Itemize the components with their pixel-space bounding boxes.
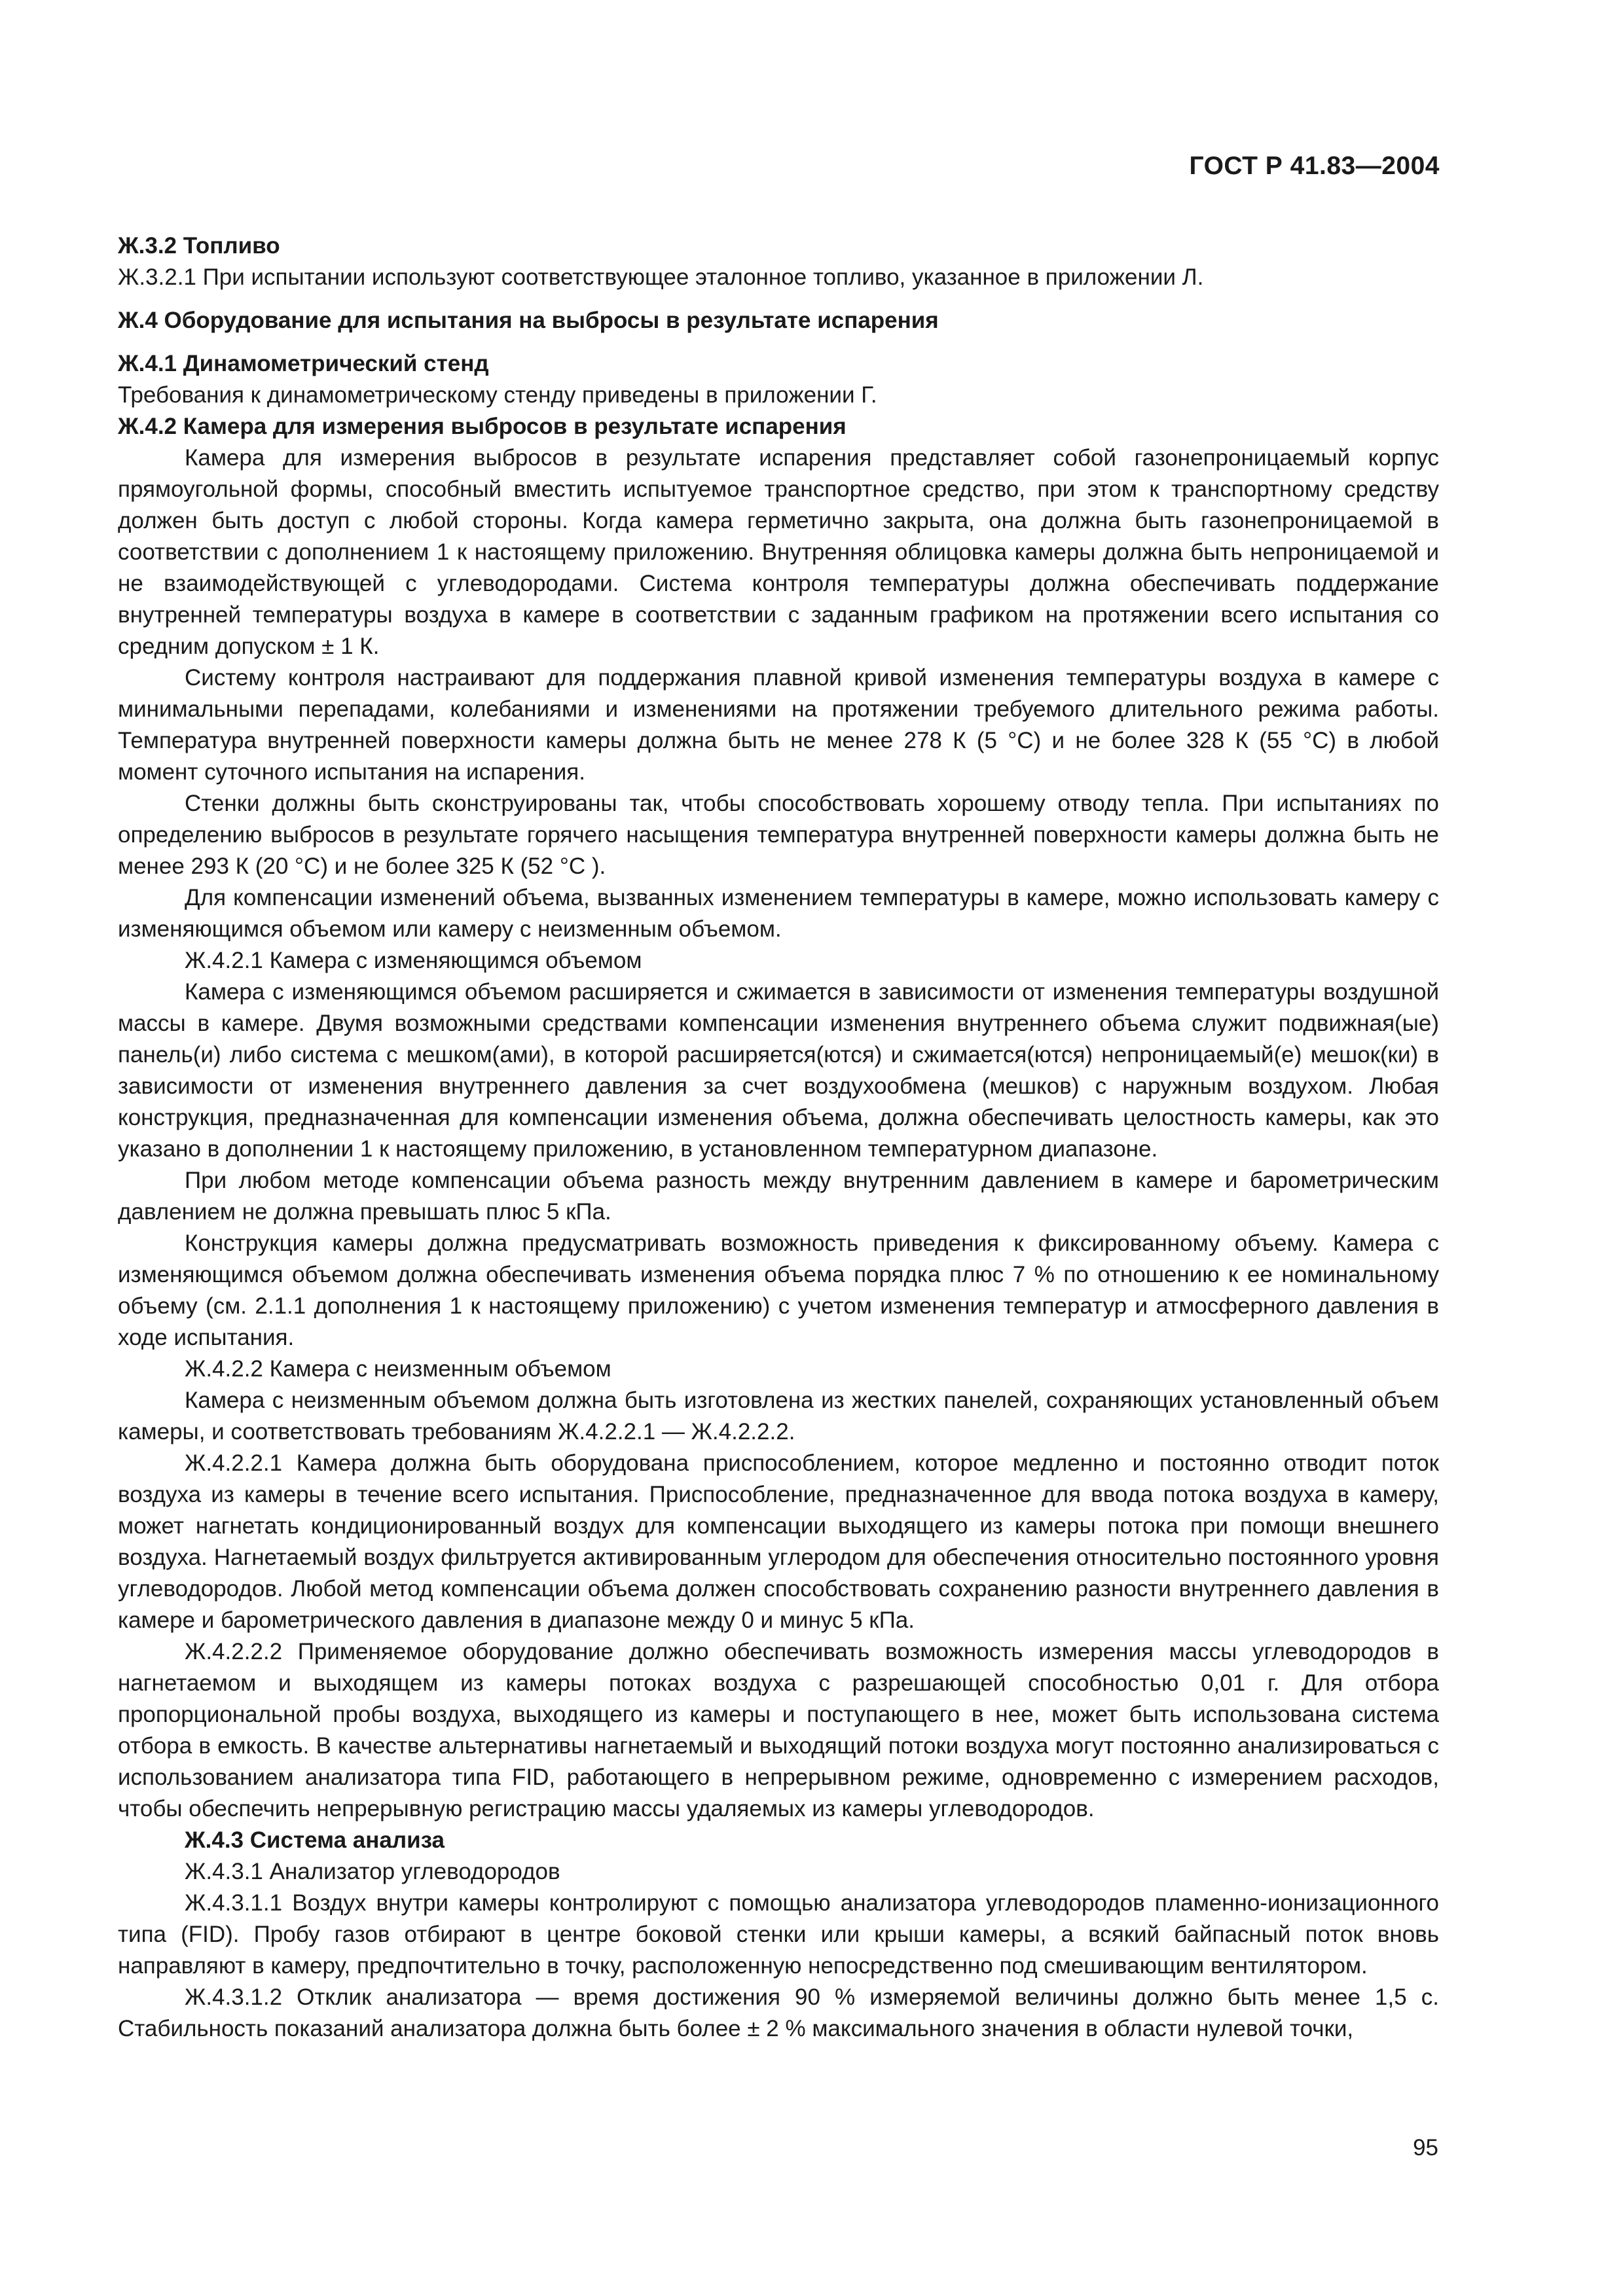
paragraph-zh-4-2-2-1: Ж.4.2.2.1 Камера должна быть оборудована приспособлением, которое медленно и постоянно отводит поток воздуха из камеры в течение всего испытания. Приспособление, предназначенное для ввода потока воздуха в камеру, может нагнетать кондиционированный воздух для компенсации выходящего из камеры потока при помощи внешнего воздуха. Нагнетаемый воздух фильтруется активированным углеродом для обеспечения относительно постоянного уровня углеводородов. Любой метод компенсации объема должен способствовать сохранению разности внутреннего давления в камере и барометрического давления в диапазоне между 0 и минус 5 кПа. [118,1450,1439,1633]
paragraph-volume-compensation: Для компенсации изменений объема, вызванных изменением температуры в камере, можно использовать камеру с изменяющимся объемом или камеру с неизменным объемом. [118,885,1439,942]
subsection-heading-zh-4-2-2: Ж.4.2.2 Камера с неизменным объемом [185,1356,611,1382]
paragraph-zh-4-2-2-2: Ж.4.2.2.2 Применяемое оборудование должно обеспечивать возможность измерения массы углеводородов в нагнетаемом и выходящем из камеры потоках воздуха с разрешающей способностью 0,01 г. Для отбора пропорциональной пробы воздуха, выходящего из камеры и поступающего в нее, может быть использована система отбора в емкость. В качестве альтернативы нагнетаемый и выходящий потоки воздуха могут постоянно анализироваться с использованием анализатора типа FID, работающего в непрерывном режиме, одновременно с измерением расходов, чтобы обеспечить непрерывную регистрацию массы удаляемых из камеры углеводородов. [118,1639,1439,1821]
subsection-heading-zh-4-2-1: Ж.4.2.1 Камера с изменяющимся объемом [185,948,642,973]
paragraph-chamber-description: Камера для измерения выбросов в результате испарения представляет собой газонепроницаемый корпус прямоугольной формы, способный вместить испытуемое транспортное средство, при этом к транспортному средству должен быть доступ с любой стороны. Когда камера герметично закрыта, она должна быть газонепроницаемой в соответствии с дополнением 1 к настоящему приложению. Внутренняя облицовка камеры должна быть непроницаемой и не взаимодействующей с углеводородами. Система контроля температуры должна обеспечивать поддержание внутренней температуры воздуха в камере в соответствии с заданным графиком на протяжении всего испытания со средним допуском ± 1 К. [118,445,1439,659]
paragraph-zh-3-2-1: Ж.3.2.1 При испытании используют соответствующее эталонное топливо, указанное в приложении Л. [118,264,1204,290]
paragraph-dynamometer: Требования к динамометрическому стенду приведены в приложении Г. [118,382,877,408]
section-heading-zh-3-2: Ж.3.2 Топливо [118,233,280,259]
paragraph-fixed-volume: Камера с неизменным объемом должна быть изготовлена из жестких панелей, сохраняющих установленный объем камеры, и соответствовать требованиям Ж.4.2.2.1 — Ж.4.2.2.2. [118,1388,1439,1444]
paragraph-fixed-volume-design: Конструкция камеры должна предусматривать возможность приведения к фиксированному объему. Камера с изменяющимся объемом должна обеспечивать изменения объема порядка плюс 7 % по отношению к ее номинальному объему (см. 2.1.1 дополнения 1 к настоящему приложению) с учетом изменения температур и атмосферного давления в ходе испытания. [118,1230,1439,1350]
subsection-heading-zh-4-3-1: Ж.4.3.1 Анализатор углеводородов [185,1859,560,1884]
section-heading-zh-4-3: Ж.4.3 Система анализа [185,1827,445,1853]
paragraph-pressure-difference: При любом методе компенсации объема разность между внутренним давлением в камере и барометрическим давлением не должна превышать плюс 5 кПа. [118,1168,1439,1225]
section-heading-zh-4-2: Ж.4.2 Камера для измерения выбросов в результате испарения [118,414,847,439]
section-heading-zh-4-1: Ж.4.1 Динамометрический стенд [118,351,489,376]
paragraph-walls: Стенки должны быть сконструированы так, чтобы способствовать хорошему отводу тепла. При испытаниях по определению выбросов в результате горячего насыщения температура внутренней поверхности камеры должна быть не менее 293 К (20 °С) и не более 325 К (52 °С ). [118,791,1439,879]
document-header: ГОСТ Р 41.83—2004 [1189,152,1440,180]
paragraph-variable-volume: Камера с изменяющимся объемом расширяется и сжимается в зависимости от изменения температуры воздушной массы в камере. Двумя возможными средствами компенсации изменения внутреннего объема служит подвижная(ые) панель(и) либо система с мешком(ами), в которой расширяется(ются) и сжимается(ются) непроницаемый(е) мешок(ки) в зависимости от изменения внутреннего давления за счет воздухообмена (мешков) с наружным воздухом. Любая конструкция, предназначенная для компенсации изменения объема, должна обеспечивать целостность камеры, как это указано в дополнении 1 к настоящему приложению, в установленном температурном диапазоне. [118,979,1439,1162]
page-number: 95 [1413,2135,1438,2161]
document-body [118,230,1439,2045]
paragraph-temperature-control: Систему контроля настраивают для поддержания плавной кривой изменения температуры воздуха в камере с минимальными перепадами, колебаниями и изменениями на протяжении требуемого длительного режима работы. Температура внутренней поверхности камеры должна быть не менее 278 К (5 °С) и не более 328 К (55 °С) в любой момент суточного испытания на испарения. [118,665,1439,785]
paragraph-zh-4-3-1-1: Ж.4.3.1.1 Воздух внутри камеры контролируют с помощью анализатора углеводородов пламенно-ионизационного типа (FID). Пробу газов отбирают в центре боковой стенки или крыши камеры, а всякий байпасный поток вновь направляют в камеру, предпочтительно в точку, расположенную непосредственно под смешивающим вентилятором. [118,1890,1439,1979]
section-heading-zh-4: Ж.4 Оборудование для испытания на выбросы в результате испарения [118,308,939,333]
paragraph-zh-4-3-1-2: Ж.4.3.1.2 Отклик анализатора — время достижения 90 % измеряемой величины должно быть менее 1,5 с. Стабильность показаний анализатора должна быть более ± 2 % максимального значения в области нулевой точки, [118,1984,1439,2041]
